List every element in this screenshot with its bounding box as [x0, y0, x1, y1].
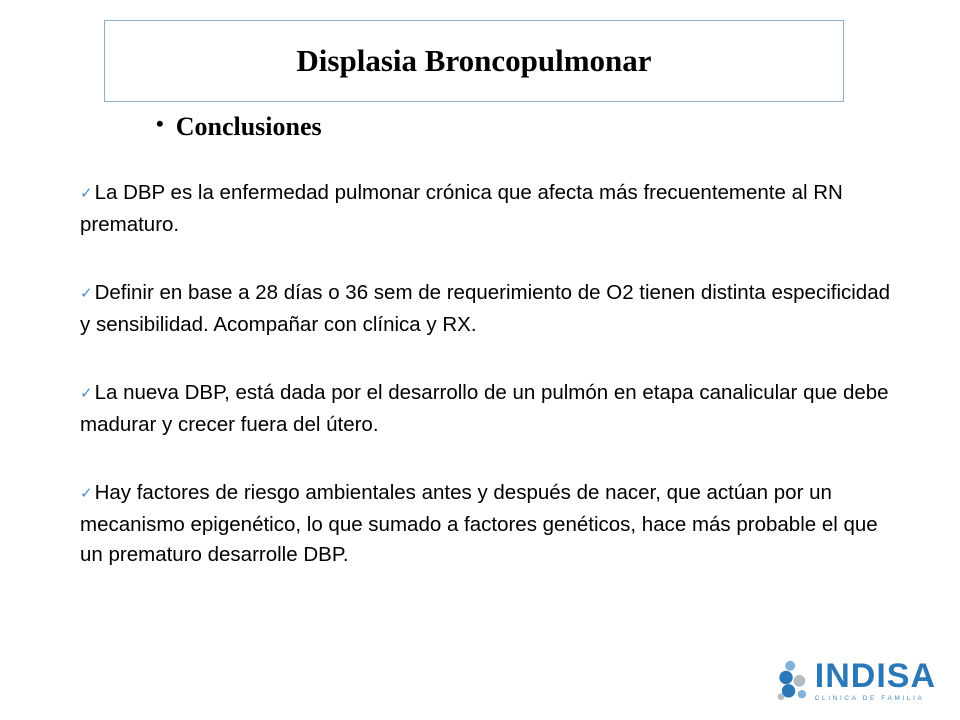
list-item	[80, 478, 900, 570]
molecule-logo-icon	[776, 655, 813, 705]
list-item-text: Definir en base a 28 días o 36 sem de requerimiento de O2 tienen distinta especificidad y sensibilidad. Acompañar con clínica y RX.	[80, 281, 891, 336]
subheading	[156, 112, 322, 142]
list-item-text: La DBP es la enfermedad pulmonar crónica que afecta más frecuentemente al RN prematuro.	[80, 181, 843, 236]
subheading-label: Conclusiones	[175, 112, 322, 141]
checkmark-icon: ✓	[80, 385, 93, 402]
list-item	[80, 178, 900, 240]
checkmark-icon: ✓	[80, 285, 93, 302]
list-item-text: Hay factores de riesgo ambientales antes y después de nacer, que actúan por un mecanismo epigenético, lo que sumado a factores genéticos, hace más probable el que un prematuro desarrolle DBP.	[80, 481, 878, 566]
title-box	[104, 20, 844, 102]
bullet-icon: •	[156, 111, 164, 136]
list-item-text: La nueva DBP, está dada por el desarrollo de un pulmón en etapa canalicular que debe madurar y crecer fuera del útero.	[80, 381, 889, 436]
conclusions-list	[80, 178, 900, 608]
checkmark-icon: ✓	[80, 185, 93, 202]
logo-tagline: CLINICA DE FAMILIA	[814, 694, 925, 702]
logo-name: INDISA	[814, 656, 936, 695]
logo-text	[814, 656, 936, 702]
checkmark-icon: ✓	[80, 485, 93, 502]
slide-title: Displasia Broncopulmonar	[296, 43, 652, 78]
list-item	[80, 278, 900, 340]
list-item	[80, 378, 900, 440]
indisa-logo	[776, 650, 936, 710]
